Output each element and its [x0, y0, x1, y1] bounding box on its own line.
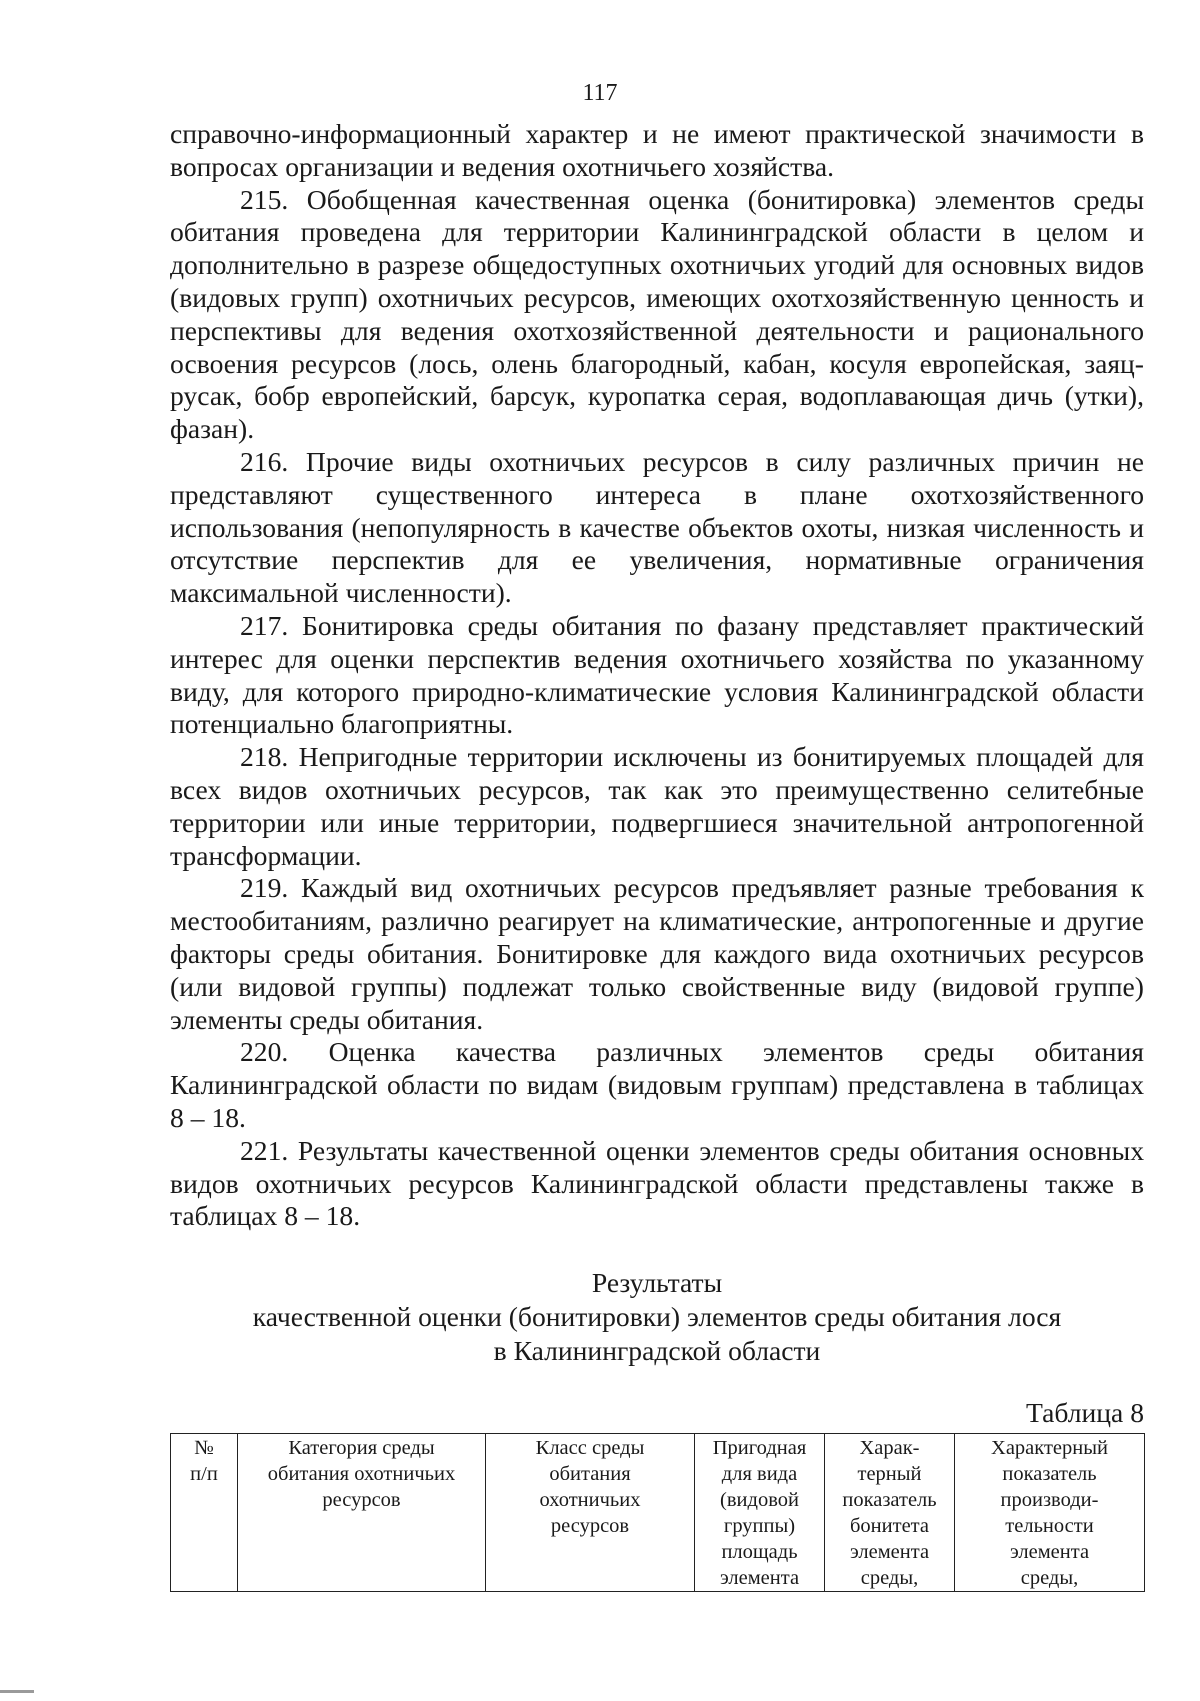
table-heading	[170, 1266, 1144, 1368]
table-heading-line-1: Результаты	[591, 1267, 723, 1298]
body-text	[170, 118, 1144, 1233]
table-header-row	[171, 1434, 1145, 1592]
scan-edge-mark	[0, 1690, 34, 1693]
paragraph-216: 216. Прочие виды охотничьих ресурсов в силу различных причин не представляют существенного интереса в плане охотхозяйственного использования (непопулярность в качестве объектов охоты, низкая численность и отсутствие перспектив для ее увеличения, нормативные ограничения максимальной численности).	[170, 445, 1144, 609]
paragraph-continuation: справочно-информационный характер и не имеют практической значимости в вопросах организации и ведения охотничьего хозяйства.	[170, 118, 1144, 182]
habitat-table	[170, 1433, 1145, 1592]
paragraph-219: 219. Каждый вид охотничьих ресурсов предъявляет разные требования к местообитаниям, различно реагирует на климатические, антропогенные и другие факторы среды обитания. Бонитировке для каждого вида охотничьих ресурсов (или видовой группы) подлежат только свойственные виду (видовой группе) элементы среды обитания.	[170, 872, 1144, 1035]
paragraph-220: 220. Оценка качества различных элементов среды обитания Калининградской области по видам (видовым группам) представлена в таблицах 8 – 18.	[170, 1036, 1144, 1133]
header-suitable-area: Пригодная для вида (видовой группы) площадь элемента	[695, 1434, 825, 1592]
header-bonitet-indicator: Харак- терный показатель бонитета элемента среды,	[825, 1434, 955, 1592]
header-habitat-class: Класс среды обитания охотничьих ресурсов	[486, 1434, 695, 1592]
paragraph-221: 221. Результаты качественной оценки элементов среды обитания основных видов охотничьих ресурсов Калининградской области представлены также в таблицах 8 – 18.	[170, 1134, 1144, 1232]
table-heading-line-3: в Калининградской области	[493, 1335, 821, 1366]
header-productivity-indicator: Характерный показатель производи- тельности элемента среды,	[955, 1434, 1145, 1592]
header-habitat-category: Категория среды обитания охотничьих ресурсов	[238, 1434, 486, 1592]
table-heading-line-2: качественной оценки (бонитировки) элементов среды обитания лося	[252, 1301, 1062, 1332]
header-number: № п/п	[171, 1434, 238, 1592]
paragraph-217: 217. Бонитировка среды обитания по фазану представляет практический интерес для оценки перспектив ведения охотничьего хозяйства по указанному виду, для которого природно-климатические условия Калининградской области потенциально благоприятны.	[170, 609, 1144, 740]
page-number: 117	[582, 80, 618, 106]
table-label: Таблица 8	[1025, 1397, 1144, 1428]
paragraph-215: 215. Обобщенная качественная оценка (бонитировка) элементов среды обитания проведена для территории Калининградской области в целом и дополнительно в разрезе общедоступных охотничьих угодий для основных видов (видовых групп) охотничьих ресурсов, имеющих охотхозяйственную ценность и перспективы для ведения охотхозяйственной деятельности и рационального освоения ресурсов (лось, олень благородный, кабан, косуля европейская, заяц-русак, бобр европейский, барсук, куропатка серая, водоплавающая дичь (утки), фазан).	[170, 183, 1144, 445]
paragraph-218: 218. Непригодные территории исключены из бонитируемых площадей для всех видов охотничьих ресурсов, так как это преимущественно селитебные территории или иные территории, подвергшиеся значительной антропогенной трансформации.	[170, 741, 1144, 871]
